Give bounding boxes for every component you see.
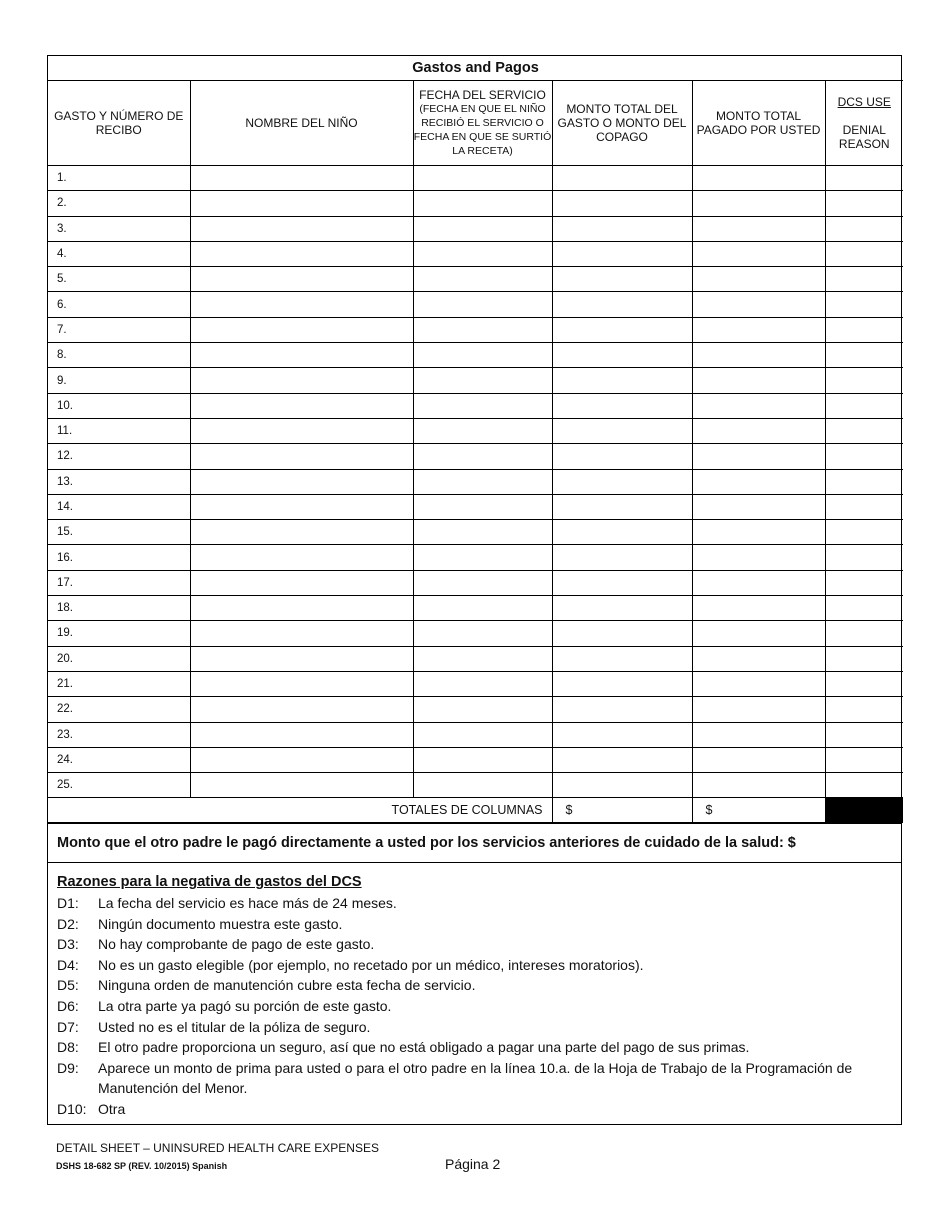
expense-amount-field[interactable] [552, 191, 692, 216]
expense-table [48, 56, 903, 823]
reason-code: D6: [57, 997, 79, 1014]
child-name-field[interactable] [190, 267, 413, 292]
reason-item [57, 975, 892, 996]
table-row [48, 343, 903, 368]
table-row [48, 166, 903, 191]
reason-code: D9: [57, 1059, 79, 1076]
reasons-title: Razones para la negativa de gastos del DCS [57, 874, 362, 891]
reason-text: La fecha del servicio es hace más de 24 meses. [98, 895, 397, 912]
child-name-field[interactable] [190, 469, 413, 494]
table-row [48, 621, 903, 646]
row-number: 9. [48, 368, 190, 393]
child-name-field[interactable] [190, 545, 413, 570]
denial-reason-field [825, 418, 903, 443]
header-denial-reason: DENIAL REASON [838, 123, 890, 151]
service-date-field[interactable] [413, 773, 552, 798]
paid-amount-field[interactable] [692, 747, 825, 772]
paid-amount-field[interactable] [692, 216, 825, 241]
reason-item [57, 1058, 892, 1099]
paid-amount-field[interactable] [692, 545, 825, 570]
denial-reason-field [825, 191, 903, 216]
reasons-list [57, 893, 892, 1120]
row-number: 17. [48, 570, 190, 595]
row-number: 11. [48, 418, 190, 443]
service-date-field[interactable] [413, 520, 552, 545]
row-number: 15. [48, 520, 190, 545]
denial-reason-field [825, 166, 903, 191]
reason-text: Ninguna orden de manutención cubre esta fecha de servicio. [98, 977, 476, 994]
reason-code: D4: [57, 956, 79, 973]
reason-text: La otra parte ya pagó su porción de este gasto. [98, 997, 392, 1014]
total-monto-field[interactable]: $ [552, 798, 692, 823]
header-gasto: GASTO Y NÚMERO DE RECIBO [48, 81, 190, 166]
row-number: 3. [48, 216, 190, 241]
reason-code: D3: [57, 936, 79, 953]
row-number: 8. [48, 343, 190, 368]
service-date-field[interactable] [413, 697, 552, 722]
table-row [48, 444, 903, 469]
totals-label: TOTALES DE COLUMNAS [48, 798, 552, 823]
paid-amount-field[interactable] [692, 267, 825, 292]
child-name-field[interactable] [190, 418, 413, 443]
expense-amount-field[interactable] [552, 520, 692, 545]
reason-text: Usted no es el titular de la póliza de seguro. [98, 1018, 371, 1035]
denial-reason-field [825, 671, 903, 696]
reason-code: D10: [57, 1100, 87, 1117]
expense-amount-field[interactable] [552, 722, 692, 747]
reason-item [57, 893, 892, 914]
service-date-field[interactable] [413, 494, 552, 519]
child-name-field[interactable] [190, 671, 413, 696]
denial-reason-field [825, 773, 903, 798]
row-number: 2. [48, 191, 190, 216]
row-number: 12. [48, 444, 190, 469]
table-row [48, 520, 903, 545]
denial-reason-field [825, 596, 903, 621]
paid-amount-field[interactable] [692, 494, 825, 519]
child-name-field[interactable] [190, 747, 413, 772]
expense-amount-field[interactable] [552, 469, 692, 494]
reason-text: Aparece un monto de prima para usted o para el otro padre en la línea 10.a. de la Hoja de Trabajo de la Programación de Manutención del Menor. [98, 1059, 853, 1097]
reason-item [57, 996, 892, 1017]
child-name-field[interactable] [190, 292, 413, 317]
child-name-field[interactable] [190, 646, 413, 671]
paid-amount-field[interactable] [692, 697, 825, 722]
expense-form [47, 55, 902, 1125]
row-number: 6. [48, 292, 190, 317]
denial-reason-field [825, 292, 903, 317]
denial-reason-field [825, 393, 903, 418]
service-date-field[interactable] [413, 216, 552, 241]
paid-amount-field[interactable] [692, 722, 825, 747]
dcs-blackout-cell [825, 798, 903, 823]
service-date-field[interactable] [413, 393, 552, 418]
footer-form-code: DSHS 18-682 SP (REV. 10/2015) Spanish [56, 1161, 228, 1171]
reason-item [57, 1037, 892, 1058]
expense-amount-field[interactable] [552, 267, 692, 292]
paid-amount-field[interactable] [692, 570, 825, 595]
header-dcs-use: DCS USE [837, 95, 891, 109]
child-name-field[interactable] [190, 621, 413, 646]
table-title: Gastos and Pagos [48, 56, 903, 81]
expense-amount-field[interactable] [552, 317, 692, 342]
denial-reason-field [825, 646, 903, 671]
expense-amount-field[interactable] [552, 292, 692, 317]
denial-reason-field [825, 267, 903, 292]
expense-amount-field[interactable] [552, 596, 692, 621]
reason-item [57, 934, 892, 955]
table-row [48, 216, 903, 241]
denial-reason-field [825, 494, 903, 519]
expense-amount-field[interactable] [552, 368, 692, 393]
header-pagado: MONTO TOTAL PAGADO POR USTED [692, 81, 825, 166]
child-name-field[interactable] [190, 722, 413, 747]
row-number: 4. [48, 241, 190, 266]
service-date-field[interactable] [413, 292, 552, 317]
denial-reason-field [825, 343, 903, 368]
service-date-field[interactable] [413, 368, 552, 393]
table-row [48, 418, 903, 443]
paid-amount-field[interactable] [692, 520, 825, 545]
paid-amount-field[interactable] [692, 368, 825, 393]
child-name-field[interactable] [190, 520, 413, 545]
row-number: 19. [48, 621, 190, 646]
denial-reason-field [825, 697, 903, 722]
reason-text: Ningún documento muestra este gasto. [98, 915, 343, 932]
child-name-field[interactable] [190, 191, 413, 216]
child-name-field[interactable] [190, 596, 413, 621]
reason-text: No es un gasto elegible (por ejemplo, no recetado por un médico, intereses moratorios). [98, 956, 644, 973]
total-pagado-field[interactable]: $ [692, 798, 825, 823]
reason-code: D5: [57, 977, 79, 994]
reason-item [57, 955, 892, 976]
denial-reason-field [825, 747, 903, 772]
service-date-field[interactable] [413, 722, 552, 747]
row-number: 13. [48, 469, 190, 494]
table-row [48, 317, 903, 342]
denial-reason-field [825, 570, 903, 595]
row-number: 5. [48, 267, 190, 292]
denial-reason-field [825, 241, 903, 266]
header-nombre: NOMBRE DEL NIÑO [190, 81, 413, 166]
table-row [48, 773, 903, 798]
denial-reason-field [825, 545, 903, 570]
row-number: 18. [48, 596, 190, 621]
row-number: 7. [48, 317, 190, 342]
service-date-field[interactable] [413, 469, 552, 494]
denial-reason-field [825, 444, 903, 469]
reason-item [57, 1017, 892, 1038]
child-name-field[interactable] [190, 773, 413, 798]
table-row [48, 393, 903, 418]
header-monto-total: MONTO TOTAL DEL GASTO O MONTO DEL COPAGO [552, 81, 692, 166]
denial-reasons-section [48, 862, 901, 1123]
expense-amount-field[interactable] [552, 621, 692, 646]
reason-text: No hay comprobante de pago de este gasto. [98, 936, 375, 953]
denial-reason-field [825, 469, 903, 494]
child-name-field[interactable] [190, 570, 413, 595]
expense-amount-field[interactable] [552, 773, 692, 798]
paid-amount-field[interactable] [692, 166, 825, 191]
expense-amount-field[interactable] [552, 747, 692, 772]
table-row [48, 722, 903, 747]
expense-amount-field[interactable] [552, 418, 692, 443]
row-number: 16. [48, 545, 190, 570]
header-dcs [825, 81, 903, 166]
table-row [48, 671, 903, 696]
service-date-field[interactable] [413, 570, 552, 595]
expense-amount-field[interactable] [552, 166, 692, 191]
paid-amount-field[interactable] [692, 444, 825, 469]
row-number: 20. [48, 646, 190, 671]
row-number: 24. [48, 747, 190, 772]
expense-amount-field[interactable] [552, 444, 692, 469]
expense-amount-field[interactable] [552, 241, 692, 266]
table-row [48, 494, 903, 519]
paid-amount-field[interactable] [692, 191, 825, 216]
expense-amount-field[interactable] [552, 697, 692, 722]
footer-sheet-title: DETAIL SHEET – UNINSURED HEALTH CARE EXPENSES [56, 1141, 379, 1155]
service-date-field[interactable] [413, 317, 552, 342]
monto-otro-padre[interactable]: Monto que el otro padre le pagó directamente a usted por los servicios anteriores de cuidado de la salud: $ [48, 823, 901, 862]
paid-amount-field[interactable] [692, 646, 825, 671]
service-date-field[interactable] [413, 646, 552, 671]
service-date-field[interactable] [413, 343, 552, 368]
child-name-field[interactable] [190, 343, 413, 368]
row-number: 21. [48, 671, 190, 696]
expense-amount-field[interactable] [552, 343, 692, 368]
paid-amount-field[interactable] [692, 241, 825, 266]
denial-reason-field [825, 368, 903, 393]
paid-amount-field[interactable] [692, 393, 825, 418]
header-fecha-sub: (FECHA EN QUE EL NIÑO RECIBIÓ EL SERVICIO O FECHA EN QUE SE SURTIÓ LA RECETA) [413, 102, 552, 157]
reason-text: Otra [98, 1100, 126, 1117]
reason-text: El otro padre proporciona un seguro, así que no está obligado a pagar una parte del pago de sus primas. [98, 1039, 750, 1056]
paid-amount-field[interactable] [692, 317, 825, 342]
row-number: 22. [48, 697, 190, 722]
table-row [48, 545, 903, 570]
header-fecha [413, 81, 552, 166]
expense-amount-field[interactable] [552, 494, 692, 519]
table-row [48, 469, 903, 494]
child-name-field[interactable] [190, 393, 413, 418]
service-date-field[interactable] [413, 545, 552, 570]
row-number: 25. [48, 773, 190, 798]
service-date-field[interactable] [413, 191, 552, 216]
table-row [48, 368, 903, 393]
paid-amount-field[interactable] [692, 292, 825, 317]
expense-amount-field[interactable] [552, 646, 692, 671]
table-row [48, 747, 903, 772]
table-row [48, 646, 903, 671]
paid-amount-field[interactable] [692, 596, 825, 621]
child-name-field[interactable] [190, 317, 413, 342]
child-name-field[interactable] [190, 697, 413, 722]
expense-amount-field[interactable] [552, 393, 692, 418]
child-name-field[interactable] [190, 368, 413, 393]
table-row [48, 292, 903, 317]
service-date-field[interactable] [413, 671, 552, 696]
table-row [48, 267, 903, 292]
table-row [48, 697, 903, 722]
reason-code: D1: [57, 895, 79, 912]
expense-amount-field[interactable] [552, 671, 692, 696]
child-name-field[interactable] [190, 444, 413, 469]
denial-reason-field [825, 520, 903, 545]
paid-amount-field[interactable] [692, 418, 825, 443]
service-date-field[interactable] [413, 621, 552, 646]
reason-item [57, 914, 892, 935]
service-date-field[interactable] [413, 418, 552, 443]
child-name-field[interactable] [190, 494, 413, 519]
service-date-field[interactable] [413, 444, 552, 469]
row-number: 1. [48, 166, 190, 191]
footer-page-number: Página 2 [445, 1156, 501, 1172]
denial-reason-field [825, 216, 903, 241]
service-date-field[interactable] [413, 747, 552, 772]
service-date-field[interactable] [413, 267, 552, 292]
denial-reason-field [825, 621, 903, 646]
child-name-field[interactable] [190, 166, 413, 191]
reason-code: D7: [57, 1018, 79, 1035]
child-name-field[interactable] [190, 241, 413, 266]
table-row [48, 596, 903, 621]
denial-reason-field [825, 722, 903, 747]
reason-code: D8: [57, 1039, 79, 1056]
reason-item [57, 1099, 892, 1120]
table-row [48, 570, 903, 595]
row-number: 10. [48, 393, 190, 418]
row-number: 23. [48, 722, 190, 747]
totals-row [48, 798, 903, 823]
row-number: 14. [48, 494, 190, 519]
denial-reason-field [825, 317, 903, 342]
paid-amount-field[interactable] [692, 773, 825, 798]
expense-amount-field[interactable] [552, 216, 692, 241]
service-date-field[interactable] [413, 241, 552, 266]
paid-amount-field[interactable] [692, 469, 825, 494]
expense-amount-field[interactable] [552, 570, 692, 595]
table-row [48, 191, 903, 216]
expense-amount-field[interactable] [552, 545, 692, 570]
table-row [48, 241, 903, 266]
paid-amount-field[interactable] [692, 343, 825, 368]
header-fecha-main: FECHA DEL SERVICIO [419, 87, 546, 102]
paid-amount-field[interactable] [692, 621, 825, 646]
reason-code: D2: [57, 915, 79, 932]
service-date-field[interactable] [413, 596, 552, 621]
child-name-field[interactable] [190, 216, 413, 241]
paid-amount-field[interactable] [692, 671, 825, 696]
service-date-field[interactable] [413, 166, 552, 191]
